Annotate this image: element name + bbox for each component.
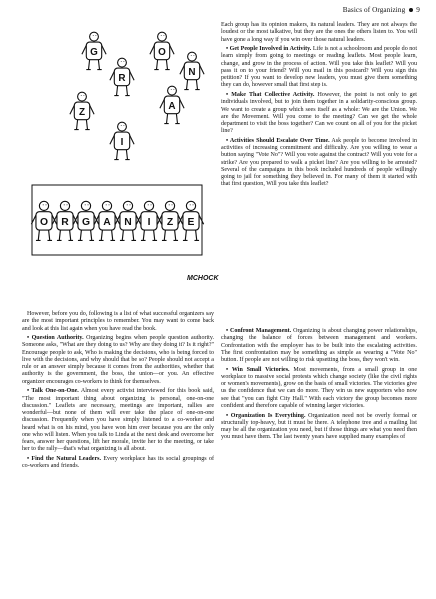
principle-text: Organizing begins when people question authority. Someone asks, "What are they doing to us? Why are they doing it? Is it right?" Encourage people to ask, Who is making the decisions, who is being forced to live with the decisions, and why should that be so? People should not accept a rule or an answer simply because it comes from the authorities, whether that authority is the government, the boss, the union—or you. An effective organizer encourages co-workers to think for themselves. xyxy=(22,335,214,385)
right-column-top xyxy=(221,22,417,189)
principle-heading: • Activities Should Escalate Over Time. xyxy=(226,137,330,144)
principle-heading: • Make That Collective Activity. xyxy=(226,92,315,99)
figure-letter: G xyxy=(81,216,91,228)
falling-figure xyxy=(110,58,134,95)
principle-text: Ask people to become involved in activities of increasing commitment and difficulty. Are you willing to wear a button saying "Vote No"? Will you vote against the contract? Will you vote for a strike? Are you prepared to walk a picket line? Are you willing to be arrested? Several of the campaigns in this book included hundreds of people willingly going to jail for something they believed in. For many of them it started with that first question, Will you take this leaflet? xyxy=(221,137,418,188)
principle-paragraph xyxy=(221,413,417,442)
principle-text: Organizing is about changing power relationships, changing the balance of forces between management and workers. Confrontation with the employer has to be built into the escalating activities. The first confrontation may be something as simple as wearing a "Vote No" button. If people are not willing to risk upsetting the boss, they won't win. xyxy=(221,328,417,363)
principle-text: However, the point is not only to get individuals involved, but to join them together in a solidarity-conscious group. We want to create a group which sees itself as a whole: We are the Union. We are the Movement. Will you come to the meeting? Can we get the whole department to visit the boss together? Can we count on all of you for the picket line? xyxy=(221,92,417,135)
organize-cartoon xyxy=(22,22,219,284)
falling-figure xyxy=(160,86,184,123)
falling-figure xyxy=(110,122,134,159)
paragraph: However, before you do, following is a list of what successful organizers say are the most important principles to remember. You may want to come back and look at this list again when you have read the book. xyxy=(22,311,214,332)
running-header xyxy=(300,6,420,18)
principle-text: Life is not a schoolroom and people do not learn simply from going to meetings or reading leaflets. Most people learn, change, and grow in the process of action. Will you take this leaflet? Will you pass it on to your friend? Will you mail in this postcard? Will you sign this petition? If you want to develop new leaders, you must give them something they can do, however small that first step is. xyxy=(221,46,417,89)
principle-heading: • Question Authority. xyxy=(27,335,84,342)
falling-figure xyxy=(82,32,106,69)
falling-figure xyxy=(70,92,94,129)
figure-letter: A xyxy=(168,100,176,112)
figure-letter: N xyxy=(188,66,196,78)
principle-paragraph xyxy=(221,92,417,136)
left-column xyxy=(22,311,214,470)
principle-text: Almost every activist interviewed for this book said, "The most important thing about organizing is personal, one-on-one discussion." Leaflets are necessary, meetings are important, rallies are wonderful—but none of them will ever take the place of one-on-one discussion. Frequently when you have simply listened to a co-worker and heard what is on his mind, you have won him over because you are the only one who will listen. When you talk to Linda at the next desk and overcome her fears, answer her questions, lift her morale, invite her to the meeting, or take her to the rally—that's what organizing is all about. xyxy=(22,388,214,453)
right-column-bottom xyxy=(221,328,417,442)
falling-figure xyxy=(180,52,204,89)
figure-letter: I xyxy=(120,136,124,148)
principle-heading: • Get People Involved in Activity. xyxy=(226,46,312,53)
principle-heading: • Win Small Victories. xyxy=(226,366,290,373)
principle-paragraph xyxy=(22,456,214,471)
falling-figure xyxy=(150,32,174,69)
principle-paragraph xyxy=(221,328,417,364)
principle-text: Every workplace has its social groupings of co-workers and friends. xyxy=(22,455,214,470)
principle-paragraph xyxy=(221,46,417,90)
principle-paragraph xyxy=(22,388,214,453)
figure-letter: Z xyxy=(78,106,86,118)
figure-letter: A xyxy=(103,216,111,228)
principle-paragraph xyxy=(221,138,417,189)
figure-letter: I xyxy=(147,216,151,228)
bullet-dot xyxy=(409,8,413,12)
figure-letter: N xyxy=(124,216,132,228)
principle-heading: • Find the Natural Leaders. xyxy=(27,455,102,462)
principle-paragraph xyxy=(22,335,214,386)
principle-paragraph xyxy=(221,367,417,411)
principle-heading: • Confront Management. xyxy=(226,328,292,334)
principle-heading: • Organization Is Everything. xyxy=(226,412,306,419)
principle-heading: • Talk One-on-One. xyxy=(27,388,79,395)
page-number: 9 xyxy=(416,6,420,14)
figure-letter: O xyxy=(158,46,166,58)
figure-letter: R xyxy=(118,72,126,84)
figure-letter: Z xyxy=(166,216,174,228)
principle-text: Organization need not be overly formal or structurally top-heavy, but it must be there. A telephone tree and a mailing list may be all the organization you need, but if those things are what you need then you must have them. The last twenty years have supplied many examples of xyxy=(221,412,417,441)
section-title: Basics of Organizing xyxy=(342,6,406,14)
figure-letter: O xyxy=(39,216,49,228)
figure-letter: E xyxy=(187,216,195,228)
principle-text: Most movements, from a small group in one workplace to massive social protests which change society (like the civil rights or women's movements), grow on the basis of small victories. The victories give us the confidence that we can do more. They win us new supporters who now see that "you can fight City Hall." With each victory the group becomes more confident and therefore capable of winning larger victories. xyxy=(221,366,418,409)
artist-signature: MCHOCK xyxy=(187,275,219,282)
figure-letter: G xyxy=(90,46,98,58)
figure-letter: R xyxy=(61,216,69,228)
paragraph: Each group has its opinion makers, its natural leaders. They are not always the loudest or the most talkative, but they are the ones the others listen to. You will have gone a long way if you win over those natural leaders. xyxy=(221,22,417,43)
